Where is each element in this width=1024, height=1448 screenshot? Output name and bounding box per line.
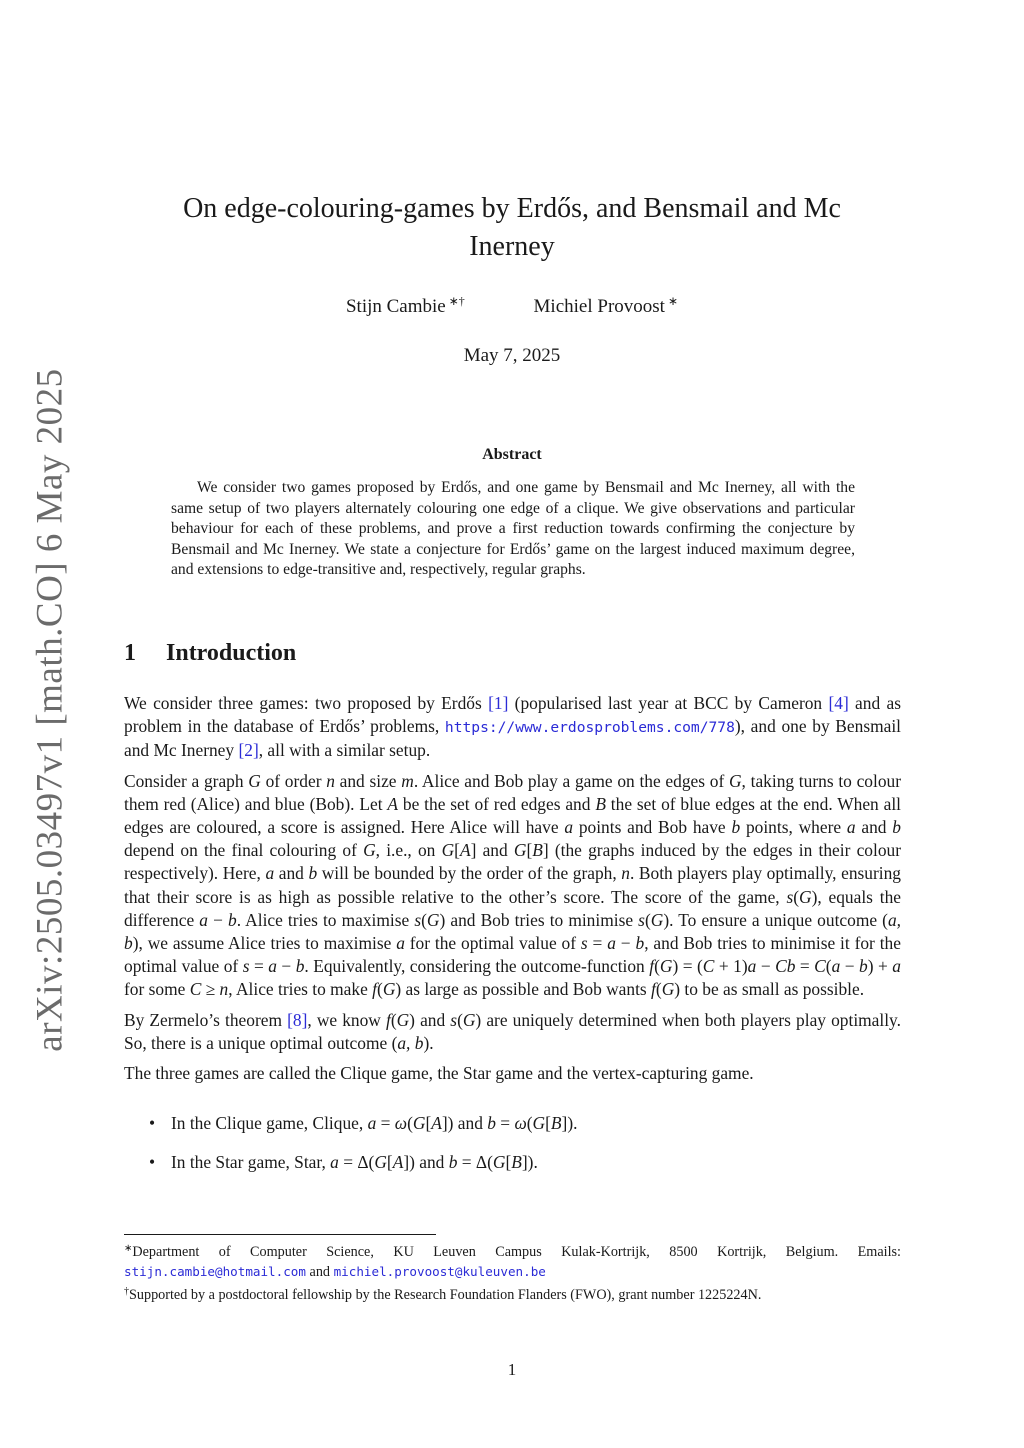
section-title: Introduction (166, 640, 297, 666)
affiliation-marks: ∗† (448, 294, 465, 308)
paper-date: May 7, 2025 (463, 345, 561, 366)
url-link[interactable]: https://www.erdosproblems.com/778 (444, 719, 735, 737)
arxiv-sidebar (18, 368, 82, 1052)
list-item: • In the Clique game, Clique, a = ω(G[A]) and b = ω(G[B]). (124, 1112, 901, 1135)
paragraph: Consider a graph G of order n and size m. Alice and Bob play a game on the edges of G, taking turns to colour them red (Alice) and blue (Bob). Let A be the set of red edges and B the set of blue edges at the end. When all edges are coloured, a score is assigned. Here Alice will have a points and Bob have b points, where a and b depend on the final colouring of G, i.e., on G[A] and G[B] (the graphs induced by the edges in their colour respectively). Here, a and b will be bounded by the order of the graph, n. Both players play optimally, ensuring that their score is as high as possible relative to the other’s score. The score of the game, s(G), equals the difference a − b. Alice tries to maximise s(G) and Bob tries to minimise s(G). To ensure a unique outcome (a, b), we assume Alice tries to maximise a for the optimal value of s = a − b, and Bob tries to minimise it for the optimal value of s = a − b. Equivalently, considering the outcome-function f(G) = (C + 1)a − Cb = C(a − b) + a for some C ≥ n, Alice tries to make f(G) as large as possible and Bob wants f(G) to be as small as possible. (124, 770, 901, 1000)
email-link[interactable]: michiel.provoost@kuleuven.be (333, 1264, 546, 1279)
footnote: ∗Department of Computer Science, KU Leuven Campus Kulak-Kortrijk, 8500 Kortrijk, Belgium. Emails: stijn.cambie@hotmail.com and michiel.provoost@kuleuven.be (124, 1243, 901, 1280)
paper-title: On edge-colouring-games by Erdős, and Bensmail and Mc Inerney (183, 193, 841, 262)
author-1 (346, 294, 465, 318)
author-2 (534, 294, 678, 318)
author-list (0, 294, 1024, 318)
citation-link[interactable]: [1] (488, 693, 509, 713)
affiliation-marks: ∗ (667, 294, 679, 308)
game-list (124, 1112, 901, 1174)
arxiv-identifier: arXiv:2505.03497v1 [math.CO] 6 May 2025 (29, 368, 71, 1052)
section-heading (124, 640, 904, 667)
paragraph: By Zermelo’s theorem [8], we know f(G) and s(G) are uniquely determined when both players play optimally. So, there is a unique optimal outcome (a, b). (124, 1009, 901, 1053)
list-item: • In the Star game, Star, a = Δ(G[A]) and b = Δ(G[B]). (124, 1151, 901, 1174)
email-link[interactable]: stijn.cambie@hotmail.com (124, 1264, 306, 1279)
citation-link[interactable]: [4] (828, 693, 849, 713)
footnote-rule (124, 1234, 436, 1235)
abstract-heading: Abstract (482, 446, 542, 463)
paragraph: The three games are called the Clique game, the Star game and the vertex-capturing game. (124, 1063, 754, 1084)
citation-link[interactable]: [2] (238, 740, 259, 761)
footnote-mark: ∗ (124, 1243, 133, 1254)
section-number: 1 (124, 640, 136, 666)
abstract-text: We consider two games proposed by Erdős, and one game by Bensmail and Mc Inerney, all with the same setup of two players alternately colouring one edge of a clique. We give observations and particular behaviour for each of these problems, and prove a first reduction towards confirming the conjecture by Bensmail and Mc Inerney. We state a conjecture for Erdős’ game on the largest induced maximum degree, and extensions to edge-transitive and, respectively, regular graphs. (171, 479, 855, 578)
paragraph: We consider three games: two proposed by Erdős [1] (popularised last year at BCC by Cameron [4] and as problem in the database of Erdős’ problems, https://www.erdosproblems.com/778), and one by Bensmail and Mc Inerney [2], all with a similar setup. (124, 693, 901, 761)
page-number: 1 (507, 1360, 517, 1379)
author-name: Michiel Provoost (533, 296, 665, 317)
author-name: Stijn Cambie (345, 296, 446, 317)
footnotes (124, 1239, 901, 1305)
body-text (124, 692, 901, 1191)
footnote: †Supported by a postdoctoral fellowship by the Research Foundation Flanders (FWO), grant number 1225224N. (124, 1286, 762, 1303)
citation-link[interactable]: [8] (287, 1009, 308, 1030)
footnote-mark: † (124, 1286, 129, 1297)
